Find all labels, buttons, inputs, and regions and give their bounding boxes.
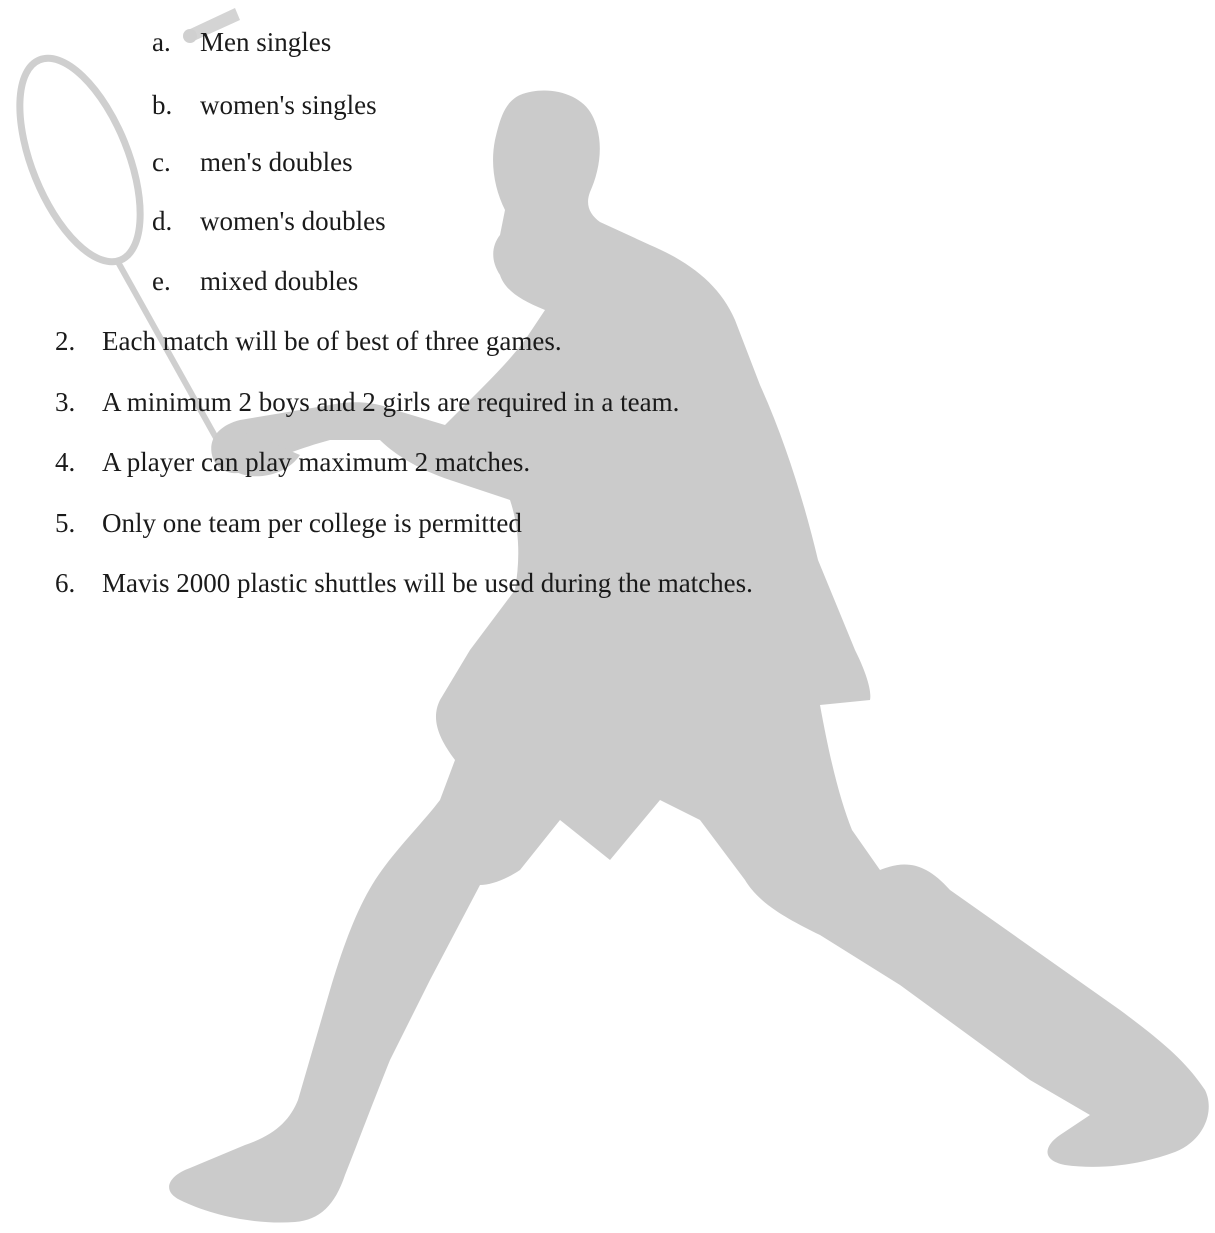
list-marker: c. [152, 147, 171, 177]
list-item-text: mixed doubles [200, 266, 359, 296]
list-marker: d. [152, 206, 173, 236]
list-marker: e. [152, 266, 171, 296]
list-marker: 5. [55, 508, 76, 538]
list-item-text: women's doubles [200, 206, 386, 236]
list-item [55, 510, 522, 537]
list-marker: a. [152, 27, 171, 57]
list-item [152, 268, 358, 295]
list-item [55, 449, 530, 476]
list-item-text: Each match will be of best of three games. [102, 326, 562, 356]
list-marker: 6. [55, 568, 76, 598]
list-item [55, 570, 753, 597]
list-marker: 2. [55, 326, 76, 356]
list-item-text: Men singles [200, 27, 332, 57]
list-item [152, 149, 353, 176]
list-item [55, 328, 562, 355]
list-marker: 3. [55, 387, 76, 417]
list-item [55, 389, 679, 416]
list-item-text: A player can play maximum 2 matches. [102, 447, 531, 477]
list-item-text: Mavis 2000 plastic shuttles will be used during the matches. [102, 568, 753, 598]
list-item [152, 92, 377, 119]
list-item [152, 208, 386, 235]
list-marker: b. [152, 90, 173, 120]
list-item-text: Only one team per college is permitted [102, 508, 522, 538]
list-item [152, 29, 331, 56]
list-item-text: women's singles [200, 90, 377, 120]
list-item-text: A minimum 2 boys and 2 girls are required in a team. [102, 387, 680, 417]
list-marker: 4. [55, 447, 76, 477]
list-item-text: men's doubles [200, 147, 353, 177]
